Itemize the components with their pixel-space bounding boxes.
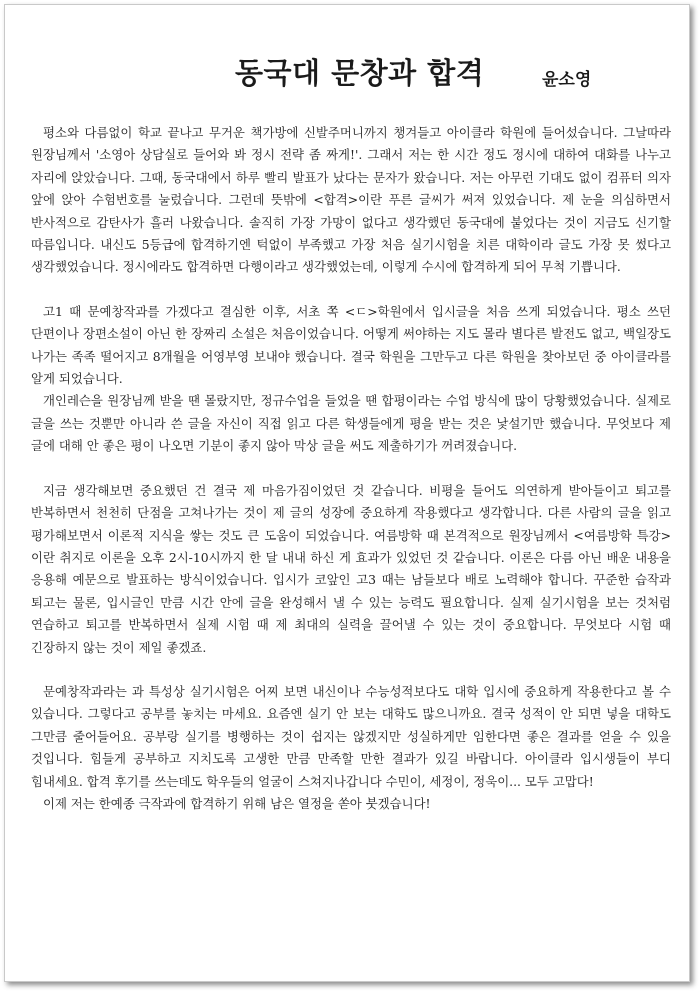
paragraph-5: 문예창작과라는 과 특성상 실기시험은 어찌 보면 내신이나 수능성적보다도 대학 입시에 중요하게 작용한다고 볼 수 있습니다. 그렇다고 공부를 놓치는 마세요. 요즘엔 실기 안 보는 대학도 많으니까요. 결국 성적이 안 되면 넣을 대학도 그만큼 줄어들어요. 공부랑 실기를 병행하는 것이 쉽지는 않겠지만 성실하게만 임한다면 좋은 결과를 얻을 수 있을 것입니다. 힘들게 공부하고 지치도록 고생한 만큼 만족할 만한 결과가 있길 바랍니다. 아이클라 입시생들이 부디 힘내세요. 합격 후기를 쓰는데도 학우들의 얼굴이 스쳐지나갑니다 수민이, 세정이, 정욱이... 모두 고맙다! <box>31 683 671 789</box>
paragraph-2: 고1 때 문예창작과를 가겠다고 결심한 이후, 서초 쪽 <ㄷ>학원에서 입시글을 처음 쓰게 되었습니다. 평소 쓰던 단편이나 장편소설이 아닌 한 장짜리 소설은 처음이었습니다. 어떻게 써야하는 지도 몰라 별다른 발전도 없고, 백일장도 나가는 족족 떨어지고 8개월을 어영부영 보내야 했습니다. 결국 학원을 그만두고 다른 학원을 찾아보던 중 아이클라를 알게 되었습니다. <box>31 303 671 387</box>
paragraph-3: 개인레슨을 원장님께 받을 땐 몰랐지만, 정규수업을 들었을 땐 합평이라는 수업 방식에 많이 당황했었습니다. 실제로 글을 쓰는 것뿐만 아니라 쓴 글을 자신이 직접 읽고 다른 학생들에게 평을 받는 것은 낯설기만 했습니다. 무엇보다 제 글에 대해 안 좋은 평이 나오면 기분이 좋지 않아 막상 글을 써도 제출하기가 꺼려졌습니다. <box>31 393 671 454</box>
document-page <box>4 4 690 982</box>
document-header <box>5 45 691 105</box>
page-title: 동국대 문창과 합격 <box>235 56 485 90</box>
paragraph-6: 이제 저는 한예종 극작과에 합격하기 위해 남은 열정을 쏟아 붓겠습니다! <box>43 795 431 811</box>
paragraph-gap <box>31 659 671 681</box>
paragraph-gap <box>31 458 671 480</box>
paragraph-1: 평소와 다름없이 학교 끝나고 무거운 책가방에 신발주머니까지 챙겨들고 아이클라 학원에 들어섰습니다. 그날따라 원장님께서 '소영아 상담실로 들어와 봐 정시 전략 좀 짜게!'. 그래서 저는 한 시간 정도 정시에 대하여 대화를 나누고 자리에 앉았습니다. 그때, 동국대에서 하루 빨리 발표가 났다는 문자가 왔습니다. 저는 아무런 기대도 없이 컴퓨터 의자 앞에 앉아 수험번호를 눌렀습니다. 그런데 뜻밖에 <합격>이란 푸른 글씨가 써져 있었습니다. 제 눈을 의심하면서 반사적으로 감탄사가 흘러 나왔습니다. 솔직히 가장 가망이 없다고 생각했던 동국대에 붙었다는 것이 지금도 신기할 따름입니다. 내신도 5등급에 합격하기엔 턱없이 부족했고 가장 처음 실기시험을 치른 대학이라 글도 가장 못 썼다고 생각했었습니다. 정시에라도 합격하면 다행이라고 생각했었는데, 이렇게 수시에 합격하게 되어 무척 기쁩니다. <box>31 125 671 275</box>
document-body <box>31 122 671 815</box>
paragraph-gap <box>31 279 671 301</box>
paragraph-4: 지금 생각해보면 중요했던 건 결국 제 마음가짐이었던 것 같습니다. 비평을 들어도 의연하게 받아들이고 퇴고를 반복하면서 천천히 단점을 고쳐나가는 것이 제 글의 성장에 중요하게 작용했다고 생각합니다. 다른 사람의 글을 읽고 평가해보면서 이론적 지식을 쌓는 것도 큰 도움이 되었습니다. 여름방학 때 본격적으로 원장님께서 <여름방학 특강>이란 취지로 이론을 오후 2시-10시까지 한 달 내내 하신 게 효과가 있었던 것 같습니다. 이론은 다름 아닌 배운 내용을 응용해 예문으로 발표하는 방식이었습니다. 입시가 코앞인 고3 때는 남들보다 배로 노력해야 합니다. 꾸준한 습작과 퇴고는 물론, 입시글인 만큼 시간 안에 글을 완성해서 낼 수 있는 능력도 필요합니다. 실제 실기시험을 보는 것처럼 연습하고 퇴고를 반복하면서 실제 시험 때 제 최대의 실력을 끌어낼 수 있는 것이 중요합니다. 무엇보다 시험 때 긴장하지 않는 것이 제일 좋겠죠. <box>31 482 671 655</box>
author-name: 윤소영 <box>542 70 592 90</box>
